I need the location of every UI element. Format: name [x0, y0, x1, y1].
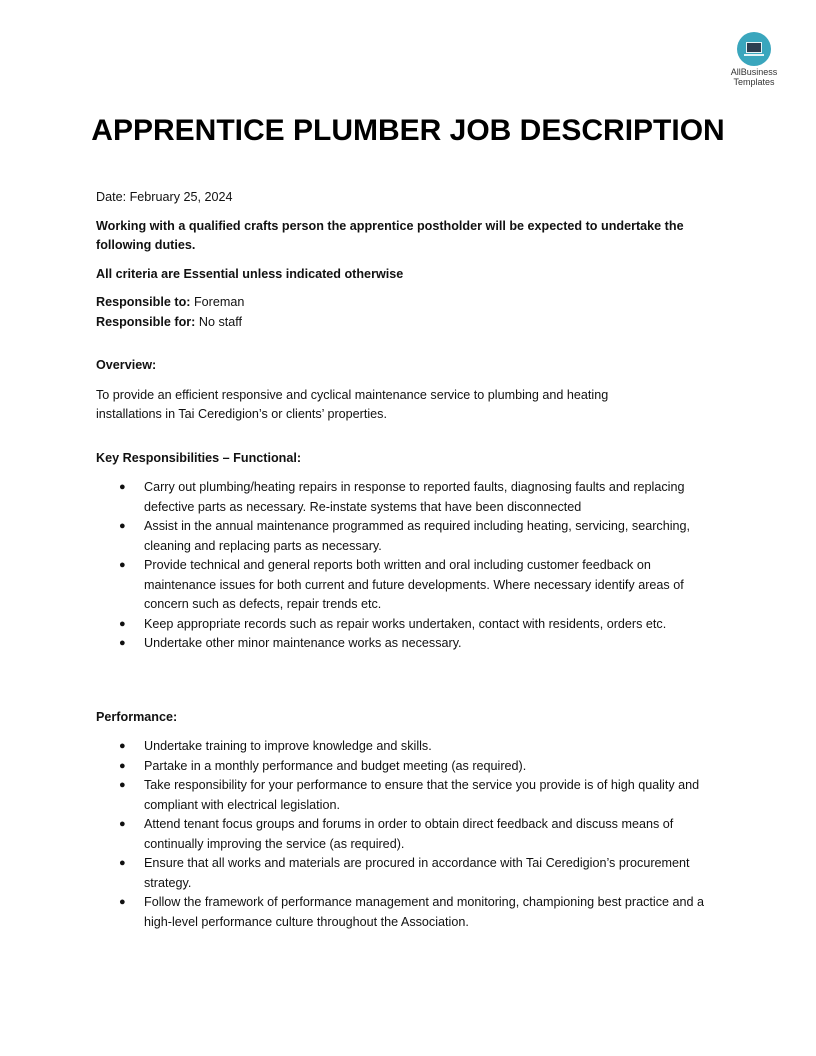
key-responsibilities-list [96, 478, 726, 654]
list-item: ● Take responsibility for your performance to ensure that the service you provide is of high quality and compliant with electrical legislation. [119, 778, 700, 812]
list-item: ● Carry out plumbing/heating repairs in response to reported faults, diagnosing faults and replacing defective parts as necessary. Re-instate systems that have been disconnected [119, 480, 685, 514]
logo-line-1: AllBusiness [730, 67, 778, 77]
bullet-icon: ● [119, 818, 126, 830]
page-title: APPRENTICE PLUMBER JOB DESCRIPTION [91, 114, 725, 147]
laptop-icon [737, 32, 771, 66]
list-item: ● Undertake training to improve knowledge and skills. [96, 737, 726, 757]
document-date: Date: February 25, 2024 [96, 190, 233, 204]
responsible-for-value: No staff [195, 314, 243, 329]
logo-line-2: Templates [733, 77, 775, 87]
list-item: ● Ensure that all works and materials are procured in accordance with Tai Ceredigion’s procurement strategy. [119, 856, 690, 890]
bullet-icon: ● [119, 740, 126, 752]
intro-paragraph: Working with a qualified crafts person the apprentice postholder will be expected to undertake the following duties. [96, 218, 684, 252]
criteria-note: All criteria are Essential unless indicated otherwise [96, 266, 404, 281]
list-item: ● Follow the framework of performance management and monitoring, championing best practice and a high-level performance culture throughout the Association. [119, 895, 705, 929]
document-body [96, 188, 726, 932]
responsible-to [96, 293, 726, 313]
responsible-for-label: Responsible for: [96, 314, 196, 329]
bullet-icon: ● [119, 779, 126, 791]
responsible-to-label: Responsible to: [96, 295, 191, 309]
bullet-icon: ● [119, 637, 126, 649]
logo-text [726, 67, 782, 87]
allbusiness-templates-logo[interactable] [726, 32, 782, 87]
performance-list [96, 737, 726, 932]
laptop-base [744, 54, 764, 56]
key-responsibilities-heading: Key Responsibilities – Functional: [96, 450, 302, 465]
section-spacer [96, 654, 726, 684]
responsible-to-value: Foreman [190, 295, 245, 309]
list-item: ● Partake in a monthly performance and budget meeting (as required). [96, 757, 726, 777]
list-item: ● Keep appropriate records such as repair works undertaken, contact with residents, orders etc. [96, 615, 726, 635]
bullet-icon: ● [119, 520, 126, 532]
bullet-icon: ● [119, 481, 126, 493]
bullet-icon: ● [119, 617, 126, 630]
list-item: ● Provide technical and general reports both written and oral including customer feedback on maintenance issues for both current and future developments. Where necessary identify areas of concern such as defects, repair trends etc. [119, 558, 684, 611]
list-item: ● Assist in the annual maintenance programmed as required including heating, servicing, searching, cleaning and replacing parts as necessary. [119, 519, 691, 553]
performance-heading: Performance: [96, 709, 178, 724]
bullet-icon: ● [119, 559, 126, 571]
list-item: ● Undertake other minor maintenance works as necessary. [96, 634, 726, 654]
bullet-icon: ● [119, 896, 126, 908]
responsible-for [96, 313, 726, 333]
laptop-screen [746, 42, 762, 53]
overview-text: To provide an efficient responsive and cyclical maintenance service to plumbing and heating installations in Tai Ceredigion’s or clients’ properties. [96, 387, 609, 421]
bullet-icon: ● [119, 759, 126, 772]
list-item: ● Attend tenant focus groups and forums in order to obtain direct feedback and discuss means of continually improving the service (as required). [119, 817, 674, 851]
overview-heading: Overview: [96, 358, 157, 372]
bullet-icon: ● [119, 857, 126, 869]
